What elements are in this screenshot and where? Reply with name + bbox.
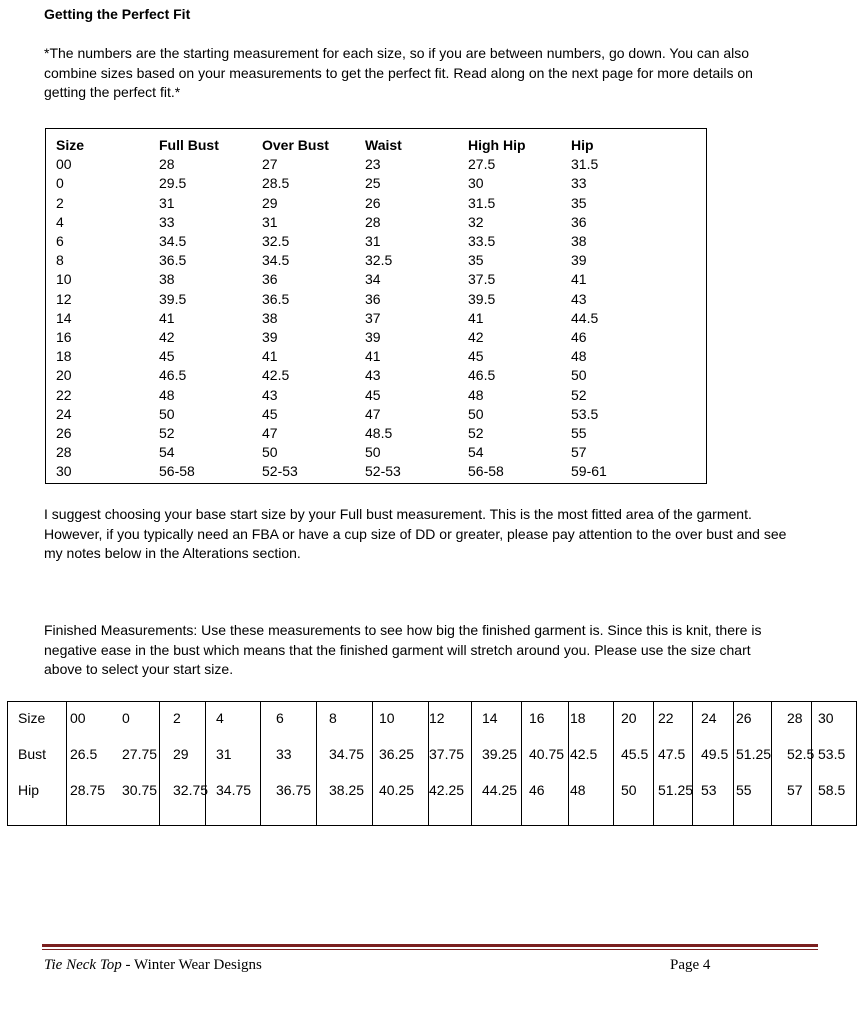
finished-bust-row-cell: 39.25 bbox=[482, 746, 518, 762]
finished-bust-row-cell: 33 bbox=[276, 746, 292, 762]
page-heading: Getting the Perfect Fit bbox=[44, 6, 191, 22]
size-chart-cell: 38 bbox=[262, 309, 278, 326]
finished-bust-row-cell: 29 bbox=[173, 746, 189, 762]
size-chart-cell: 34 bbox=[365, 271, 381, 288]
size-chart-cell: 46.5 bbox=[159, 367, 187, 384]
size-chart-cell: 46 bbox=[571, 329, 587, 345]
size-chart-row bbox=[46, 406, 706, 425]
size-chart-cell: 23 bbox=[365, 156, 381, 173]
size-chart-cell: 45 bbox=[468, 348, 484, 365]
size-chart-cell: 00 bbox=[56, 156, 72, 173]
table-column-divider bbox=[613, 702, 614, 825]
size-chart-cell: 30 bbox=[468, 175, 484, 192]
finished-hip-row-label: Hip bbox=[18, 782, 40, 798]
size-chart-cell: 57 bbox=[571, 444, 587, 461]
size-chart-cell: 39.5 bbox=[159, 290, 187, 307]
finished-hip-row-cell: 50 bbox=[621, 782, 637, 798]
size-chart-header-cell: High Hip bbox=[468, 137, 526, 153]
finished-bust-row-cell: 31 bbox=[216, 746, 232, 762]
finished-bust-row-cell: 53.5 bbox=[818, 746, 846, 762]
finished-line: above to select your start size. bbox=[44, 661, 234, 677]
finished-measurements-table bbox=[7, 701, 857, 826]
size-chart-row bbox=[46, 367, 706, 386]
finished-size-row-cell: 16 bbox=[529, 710, 545, 726]
finished-hip-row-cell: 46 bbox=[529, 782, 545, 798]
finished-bust-row-cell: 47.5 bbox=[658, 746, 686, 762]
finished-hip-row-cell: 51.25 bbox=[658, 782, 694, 798]
size-chart-cell: 35 bbox=[468, 252, 484, 269]
finished-bust-row-label: Bust bbox=[18, 746, 47, 762]
size-chart-cell: 28 bbox=[56, 444, 72, 461]
size-chart-cell: 12 bbox=[56, 290, 72, 307]
size-chart-cell: 32.5 bbox=[262, 233, 290, 249]
size-chart-cell: 38 bbox=[571, 233, 587, 249]
size-chart-cell: 32 bbox=[468, 213, 484, 230]
size-chart-cell: 47 bbox=[262, 425, 278, 441]
size-chart-cell: 47 bbox=[365, 405, 381, 422]
finished-bust-row-cell: 27.75 bbox=[122, 746, 158, 762]
size-chart-cell: 59-61 bbox=[571, 463, 607, 480]
size-chart-cell: 52-53 bbox=[365, 463, 401, 480]
size-chart-cell: 2 bbox=[56, 194, 64, 211]
finished-hip-row-cell: 55 bbox=[736, 782, 752, 798]
size-chart-row bbox=[46, 463, 706, 482]
finished-hip-row-cell: 53 bbox=[701, 782, 717, 798]
footer-script-title: Tie Neck Top bbox=[44, 957, 122, 973]
size-chart-cell: 45 bbox=[262, 405, 278, 422]
size-chart-cell: 52 bbox=[468, 425, 484, 441]
size-chart-cell: 36 bbox=[365, 290, 381, 307]
size-chart-row bbox=[46, 271, 706, 290]
size-chart-cell: 38 bbox=[159, 271, 175, 288]
size-chart-cell: 45 bbox=[159, 348, 175, 365]
suggest-paragraph bbox=[44, 505, 824, 564]
size-chart-cell: 56-58 bbox=[159, 463, 195, 480]
finished-bust-row-cell: 36.25 bbox=[379, 746, 415, 762]
finished-size-row-cell: 26 bbox=[736, 710, 752, 726]
size-chart-cell: 28 bbox=[365, 213, 381, 230]
size-chart-cell: 20 bbox=[56, 367, 72, 384]
size-chart-header-cell: Waist bbox=[365, 137, 402, 153]
size-chart-header-cell: Size bbox=[56, 137, 85, 153]
size-chart-row bbox=[46, 310, 706, 329]
suggest-line: I suggest choosing your base start size by your Full bust measurement. This is the most fitted area of the garment. bbox=[44, 506, 752, 522]
size-chart-cell: 48 bbox=[159, 386, 175, 403]
size-chart-header-cell: Over Bust bbox=[262, 137, 329, 153]
footer-page-number: Page 4 bbox=[670, 957, 711, 973]
table-column-divider bbox=[568, 702, 569, 825]
suggest-line: However, if you typically need an FBA or have a cup size of DD or greater, please pay attention to the over bust and see bbox=[44, 525, 787, 542]
size-chart-cell: 45 bbox=[365, 386, 381, 403]
finished-size-row-cell: 2 bbox=[173, 710, 181, 726]
size-chart-cell: 41 bbox=[468, 309, 484, 326]
finished-hip-row-cell: 48 bbox=[570, 782, 586, 798]
size-chart-cell: 26 bbox=[56, 425, 72, 441]
size-chart-cell: 31.5 bbox=[468, 194, 496, 211]
size-chart-cell: 50 bbox=[468, 405, 484, 422]
size-chart-cell: 8 bbox=[56, 252, 64, 269]
size-chart-cell: 50 bbox=[159, 405, 175, 422]
size-chart-cell: 50 bbox=[365, 444, 381, 461]
finished-bust-row-cell: 34.75 bbox=[329, 746, 365, 762]
finished-size-row-cell: 20 bbox=[621, 710, 637, 726]
size-chart-cell: 41 bbox=[262, 348, 278, 365]
finished-size-row-cell: 8 bbox=[329, 710, 337, 726]
size-chart-row bbox=[46, 387, 706, 406]
finished-size-row-cell: 30 bbox=[818, 710, 834, 726]
size-chart-cell: 14 bbox=[56, 309, 72, 326]
finished-size-row-label: Size bbox=[18, 710, 46, 726]
size-chart-cell: 41 bbox=[159, 309, 175, 326]
size-chart-cell: 35 bbox=[571, 194, 587, 211]
size-chart-cell: 48 bbox=[571, 348, 587, 365]
size-chart-cell: 30 bbox=[56, 463, 72, 480]
size-chart-row bbox=[46, 175, 706, 194]
size-chart-row bbox=[46, 425, 706, 444]
size-chart-row bbox=[46, 329, 706, 348]
table-column-divider bbox=[653, 702, 654, 825]
size-chart-cell: 52-53 bbox=[262, 463, 298, 480]
size-chart-cell: 31 bbox=[159, 194, 175, 211]
finished-line: negative ease in the bust which means that the finished garment will stretch around you. Please use the size chart bbox=[44, 641, 751, 658]
size-chart-cell: 39 bbox=[262, 329, 278, 345]
size-chart-cell: 43 bbox=[571, 290, 587, 307]
size-chart-cell: 54 bbox=[159, 444, 175, 461]
size-chart-cell: 54 bbox=[468, 444, 484, 461]
size-chart-cell: 53.5 bbox=[571, 405, 599, 422]
size-chart-row bbox=[46, 233, 706, 252]
finished-bust-row-cell: 40.75 bbox=[529, 746, 565, 762]
size-chart-cell: 31 bbox=[262, 213, 278, 230]
finished-size-row-cell: 14 bbox=[482, 710, 498, 726]
finished-bust-row-cell: 26.5 bbox=[70, 746, 98, 762]
finished-hip-row-cell: 44.25 bbox=[482, 782, 518, 798]
size-chart-cell: 42 bbox=[468, 329, 484, 345]
table-column-divider bbox=[159, 702, 160, 825]
size-chart-cell: 42 bbox=[159, 329, 175, 345]
size-chart-cell: 36 bbox=[262, 271, 278, 288]
finished-size-row-cell: 12 bbox=[429, 710, 445, 726]
table-column-divider bbox=[733, 702, 734, 825]
finished-hip-row-cell: 58.5 bbox=[818, 782, 846, 798]
finished-size-row-cell: 22 bbox=[658, 710, 674, 726]
finished-size-row-cell: 28 bbox=[787, 710, 803, 726]
size-chart-cell: 52 bbox=[571, 386, 587, 403]
footer-brand: - Winter Wear Designs bbox=[121, 957, 262, 973]
size-chart-cell: 24 bbox=[56, 405, 72, 422]
size-chart-table bbox=[45, 128, 707, 484]
size-chart-cell: 50 bbox=[262, 444, 278, 461]
finished-line: Finished Measurements: Use these measurements to see how big the finished garment is. Since this is knit, there is bbox=[44, 622, 762, 638]
size-chart-cell: 50 bbox=[571, 367, 587, 384]
table-column-divider bbox=[372, 702, 373, 825]
size-chart-cell: 48 bbox=[468, 386, 484, 403]
size-chart-row bbox=[46, 444, 706, 463]
size-chart-row bbox=[46, 291, 706, 310]
size-chart-cell: 10 bbox=[56, 271, 72, 288]
finished-bust-row-cell: 45.5 bbox=[621, 746, 649, 762]
size-chart-cell: 36.5 bbox=[262, 290, 290, 307]
size-chart-header-cell: Full Bust bbox=[159, 137, 219, 153]
table-column-divider bbox=[471, 702, 472, 825]
size-chart-cell: 56-58 bbox=[468, 463, 504, 480]
table-column-divider bbox=[316, 702, 317, 825]
size-chart-cell: 18 bbox=[56, 348, 72, 365]
finished-size-row-cell: 6 bbox=[276, 710, 284, 726]
size-chart-cell: 39.5 bbox=[468, 290, 496, 307]
size-chart-cell: 25 bbox=[365, 175, 381, 192]
table-column-divider bbox=[66, 702, 67, 825]
size-chart-cell: 42.5 bbox=[262, 367, 290, 384]
finished-size-row-cell: 0 bbox=[122, 710, 130, 726]
finished-bust-row-cell: 51.25 bbox=[736, 746, 772, 762]
size-chart-cell: 44.5 bbox=[571, 309, 599, 326]
footer-rule-thin bbox=[42, 949, 818, 950]
finished-hip-row-cell: 32.75 bbox=[173, 782, 209, 798]
size-chart-row bbox=[46, 348, 706, 367]
size-chart-cell: 26 bbox=[365, 194, 381, 211]
size-chart-cell: 27 bbox=[262, 156, 278, 173]
size-chart-cell: 46.5 bbox=[468, 367, 496, 384]
size-chart-cell: 33.5 bbox=[468, 233, 496, 249]
finished-bust-row-cell: 49.5 bbox=[701, 746, 729, 762]
size-chart-cell: 37 bbox=[365, 309, 381, 326]
table-column-divider bbox=[771, 702, 772, 825]
finished-hip-row-cell: 36.75 bbox=[276, 782, 312, 798]
footer-title bbox=[44, 957, 262, 974]
finished-size-row-cell: 00 bbox=[70, 710, 86, 726]
size-chart-cell: 29.5 bbox=[159, 175, 187, 192]
intro-line: *The numbers are the starting measurement for each size, so if you are between numbers, go down. You can also bbox=[44, 45, 750, 61]
size-chart-cell: 41 bbox=[365, 348, 381, 365]
finished-hip-row-cell: 42.25 bbox=[429, 782, 465, 798]
intro-paragraph bbox=[44, 44, 824, 103]
finished-size-row-cell: 24 bbox=[701, 710, 717, 726]
size-chart-cell: 27.5 bbox=[468, 156, 496, 173]
size-chart-header-row bbox=[46, 137, 706, 156]
size-chart-row bbox=[46, 156, 706, 175]
finished-hip-row-cell: 34.75 bbox=[216, 782, 252, 798]
size-chart-cell: 22 bbox=[56, 386, 72, 403]
size-chart-row bbox=[46, 195, 706, 214]
finished-size-row-cell: 18 bbox=[570, 710, 586, 726]
table-column-divider bbox=[811, 702, 812, 825]
size-chart-row bbox=[46, 252, 706, 271]
size-chart-cell: 36.5 bbox=[159, 252, 187, 269]
finished-hip-row-cell: 28.75 bbox=[70, 782, 106, 798]
size-chart-cell: 28.5 bbox=[262, 175, 290, 192]
size-chart-cell: 39 bbox=[571, 252, 587, 269]
size-chart-cell: 41 bbox=[571, 271, 587, 288]
finished-hip-row-cell: 38.25 bbox=[329, 782, 365, 798]
table-column-divider bbox=[260, 702, 261, 825]
size-chart-cell: 43 bbox=[365, 367, 381, 384]
size-chart-cell: 31.5 bbox=[571, 156, 599, 173]
finished-hip-row-cell: 30.75 bbox=[122, 782, 158, 798]
table-column-divider bbox=[692, 702, 693, 825]
finished-hip-row-cell: 57 bbox=[787, 782, 803, 798]
finished-measurements-paragraph bbox=[44, 621, 824, 680]
size-chart-cell: 39 bbox=[365, 329, 381, 345]
size-chart-cell: 31 bbox=[365, 233, 381, 249]
size-chart-cell: 43 bbox=[262, 386, 278, 403]
footer-rule bbox=[42, 944, 818, 947]
finished-hip-row-cell: 40.25 bbox=[379, 782, 415, 798]
table-column-divider bbox=[205, 702, 206, 825]
size-chart-cell: 36 bbox=[571, 213, 587, 230]
finished-size-row-cell: 4 bbox=[216, 710, 224, 726]
size-chart-cell: 33 bbox=[159, 213, 175, 230]
size-chart-cell: 0 bbox=[56, 175, 64, 192]
suggest-line: my notes below in the Alterations section. bbox=[44, 545, 301, 561]
size-chart-cell: 37.5 bbox=[468, 271, 496, 288]
size-chart-cell: 34.5 bbox=[159, 233, 187, 249]
size-chart-cell: 6 bbox=[56, 233, 64, 249]
size-chart-cell: 29 bbox=[262, 194, 278, 211]
size-chart-header-cell: Hip bbox=[571, 137, 594, 153]
size-chart-row bbox=[46, 214, 706, 233]
intro-line: getting the perfect fit.* bbox=[44, 84, 181, 100]
size-chart-cell: 34.5 bbox=[262, 252, 290, 269]
table-column-divider bbox=[521, 702, 522, 825]
finished-bust-row-cell: 42.5 bbox=[570, 746, 598, 762]
size-chart-cell: 28 bbox=[159, 156, 175, 173]
size-chart-cell: 52 bbox=[159, 425, 175, 441]
size-chart-cell: 33 bbox=[571, 175, 587, 192]
size-chart-cell: 4 bbox=[56, 213, 64, 230]
size-chart-cell: 16 bbox=[56, 329, 72, 345]
finished-size-row-cell: 10 bbox=[379, 710, 395, 726]
size-chart-cell: 32.5 bbox=[365, 252, 393, 269]
size-chart-cell: 55 bbox=[571, 425, 587, 441]
finished-bust-row-cell: 52.5 bbox=[787, 746, 815, 762]
finished-bust-row-cell: 37.75 bbox=[429, 746, 465, 762]
size-chart-cell: 48.5 bbox=[365, 425, 393, 441]
intro-line: combine sizes based on your measurements to get the perfect fit. Read along on the next page for more details on bbox=[44, 64, 753, 81]
